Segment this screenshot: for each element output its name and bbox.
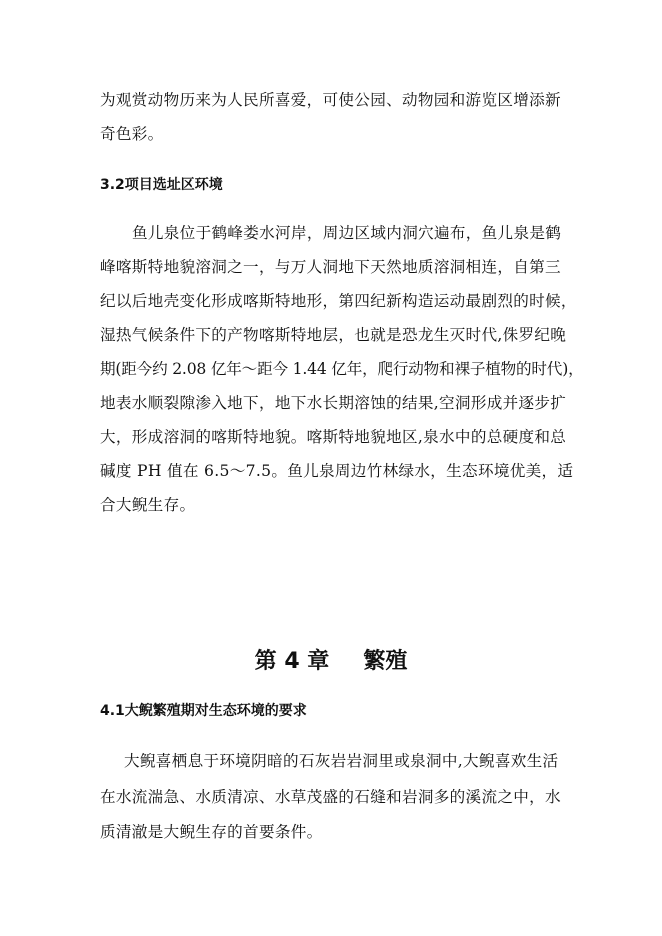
paragraph-line: 质清澈是大鲵生存的首要条件。 bbox=[100, 823, 323, 841]
paragraph-line: 合大鲵生存。 bbox=[100, 496, 196, 514]
paragraph-line: 地表水顺裂隙渗入地下，地下水长期溶蚀的结果,空洞形成并逐步扩 bbox=[100, 394, 567, 412]
section-heading-3-2: 3.2项目选址区环境 bbox=[100, 177, 223, 193]
chapter-name: 繁殖 bbox=[363, 649, 408, 674]
intro-line-1: 为观赏动物历来为人民所喜爱，可使公园、动物园和游览区增添新 bbox=[100, 91, 561, 109]
paragraph-line: 峰喀斯特地貌溶洞之一，与万人洞地下天然地质溶洞相连，自第三 bbox=[100, 258, 561, 276]
paragraph-line: 在水流湍急、水质清凉、水草茂盛的石缝和岩洞多的溪流之中，水 bbox=[100, 788, 561, 806]
paragraph-line: 纪以后地壳变化形成喀斯特地形，第四纪新构造运动最剧烈的时候， bbox=[100, 292, 577, 310]
chapter-title bbox=[0, 647, 662, 677]
intro-line-2: 奇色彩。 bbox=[100, 125, 164, 143]
paragraph-line: 湿热气候条件下的产物喀斯特地层，也就是恐龙生灭时代,侏罗纪晚 bbox=[100, 326, 567, 344]
section-heading-4-1: 4.1大鲵繁殖期对生态环境的要求 bbox=[100, 703, 307, 719]
paragraph-line: 鱼儿泉位于鹤峰娄水河岸，周边区域内洞穴遍布，鱼儿泉是鹤 bbox=[132, 224, 562, 242]
paragraph-line: 大，形成溶洞的喀斯特地貌。喀斯特地貌地区,泉水中的总硬度和总 bbox=[100, 428, 567, 446]
paragraph-line: 期(距今约 2.08 亿年～距今 1.44 亿年，爬行动物和裸子植物的时代)， bbox=[100, 360, 584, 378]
paragraph-line: 大鲵喜栖息于环境阴暗的石灰岩岩洞里或泉洞中,大鲵喜欢生活 bbox=[124, 752, 559, 770]
chapter-number: 第 4 章 bbox=[254, 649, 330, 674]
paragraph-line: 碱度 PH 值在 6.5～7.5。鱼儿泉周边竹林绿水，生态环境优美，适 bbox=[100, 462, 574, 480]
